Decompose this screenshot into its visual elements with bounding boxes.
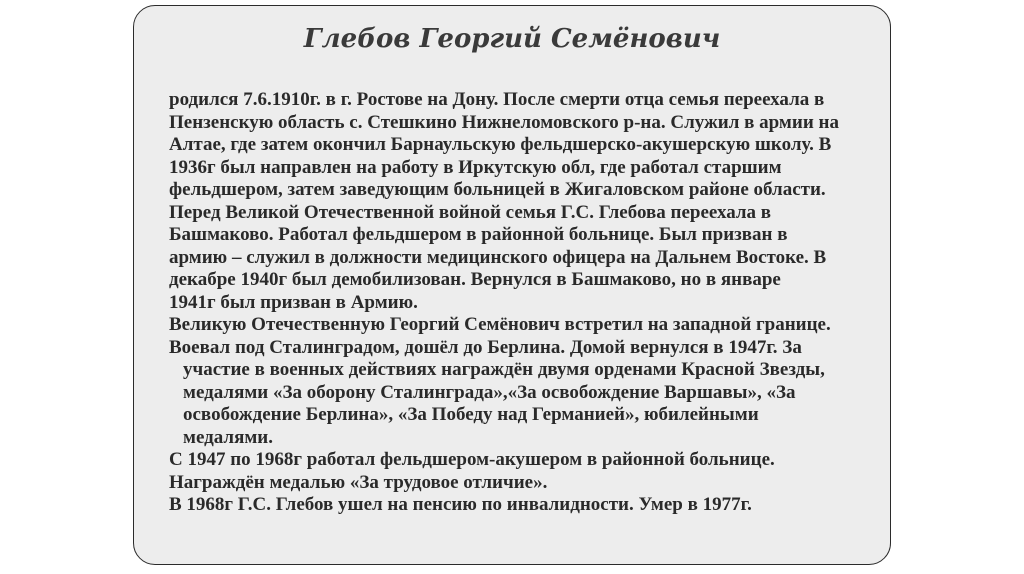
text-line: Башмаково. Работал фельдшером в районной больнице. Был призван в xyxy=(169,224,788,245)
text-line: Награждён медалью «За трудовое отличие». xyxy=(169,471,548,493)
biography-text xyxy=(169,89,869,517)
text-line: Алтае, где затем окончил Барнаульскую фельдшерско-акушерскую школу. В xyxy=(169,134,832,155)
biography-card xyxy=(133,5,891,565)
text-line: участие в военных действиях награждён двумя орденами Красной Звезды, xyxy=(183,359,825,380)
text-line: Пензенскую область с. Стешкино Нижнеломовского р-на. Служил в армии на xyxy=(169,111,839,133)
text-line: фельдшером, затем заведующим больницей в Жигаловском районе области. xyxy=(169,179,826,200)
text-line: медалями «За оборону Сталинграда»,«За освобождение Варшавы», «За xyxy=(183,381,796,403)
text-line: 1941г был призван в Армию. xyxy=(169,291,418,313)
text-line: 1936г был направлен на работу в Иркутскую обл, где работал старшим xyxy=(169,156,782,178)
text-line: освобождение Берлина», «За Победу над Германией», юбилейными xyxy=(183,404,759,425)
text-line: родился 7.6.1910г. в г. Ростове на Дону. После смерти отца семья переехала в xyxy=(169,89,825,110)
text-line: декабре 1940г был демобилизован. Вернулся в Башмаково, но в январе xyxy=(169,269,781,290)
page-title: Глебов Георгий Семёнович xyxy=(303,24,721,54)
text-line: В 1968г Г.С. Глебов ушел на пенсию по инвалидности. Умер в 1977г. xyxy=(169,494,752,515)
text-line: Великую Отечественную Георгий Семёнович встретил на западной границе. xyxy=(169,314,831,335)
text-line: армию – служил в должности медицинского офицера на Дальнем Востоке. В xyxy=(169,246,827,268)
text-line: медалями. xyxy=(183,426,273,448)
text-line: С 1947 по 1968г работал фельдшером-акушером в районной больнице. xyxy=(169,449,775,470)
text-line: Воевал под Сталинградом, дошёл до Берлина. Домой вернулся в 1947г. За xyxy=(169,336,802,358)
text-line: Перед Великой Отечественной войной семья Г.С. Глебова переехала в xyxy=(169,201,772,223)
